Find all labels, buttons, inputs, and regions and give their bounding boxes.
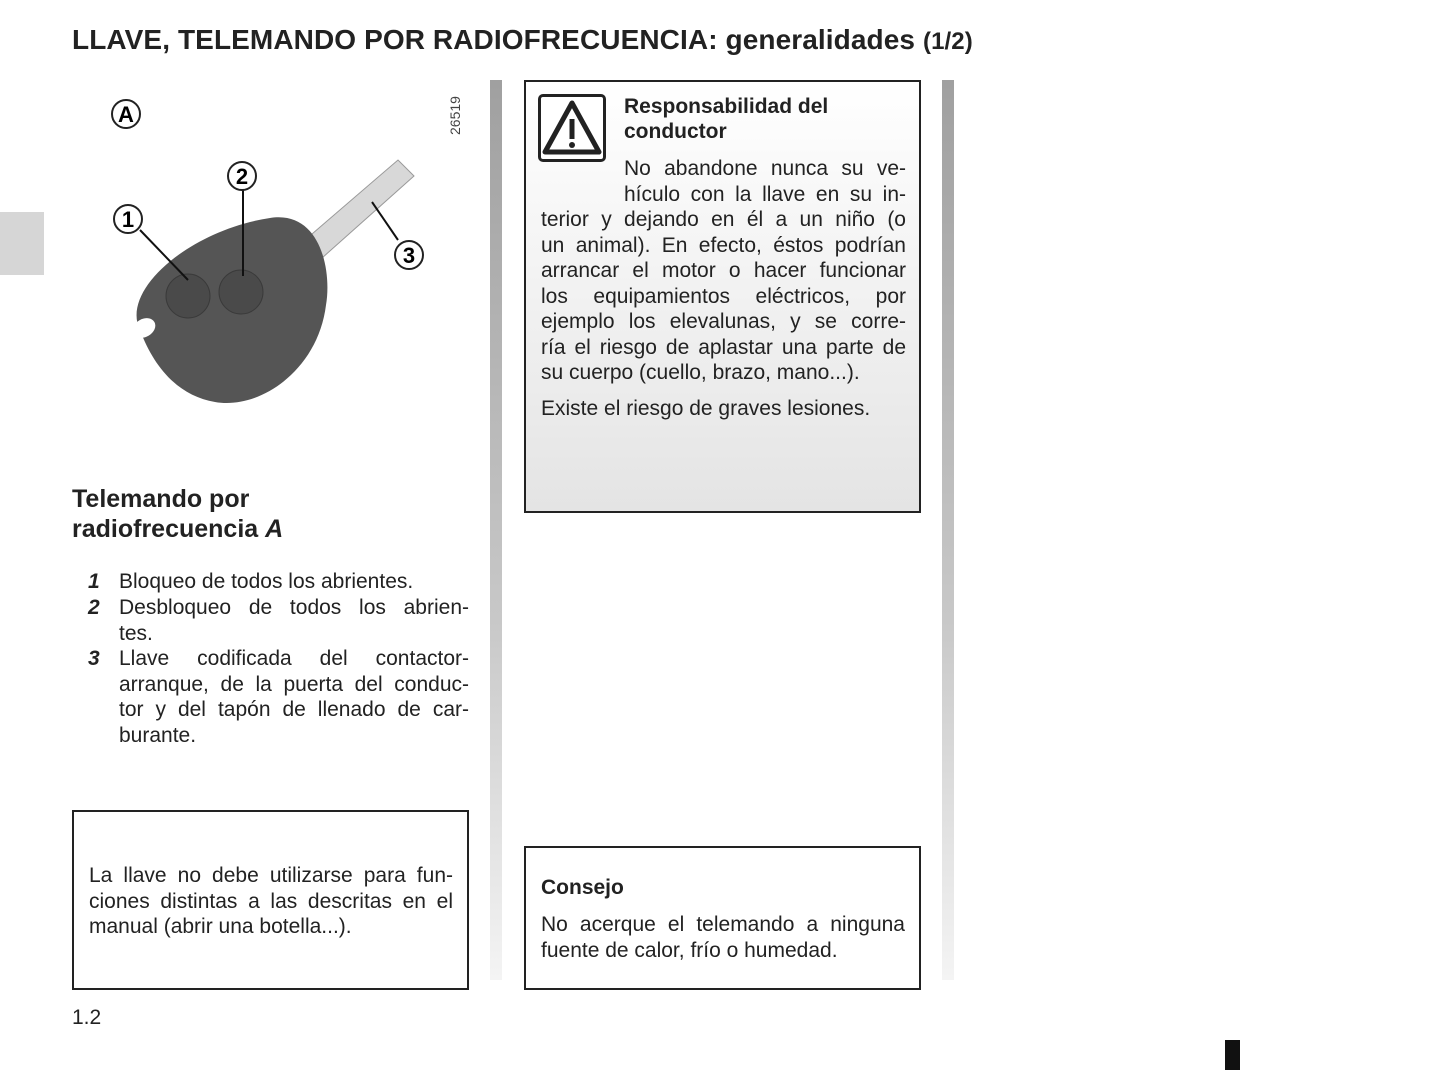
note-line: ciones distintas a las descritas en el bbox=[89, 889, 453, 913]
column-divider bbox=[490, 80, 502, 980]
item-line: Llave codificada del contactor- bbox=[119, 647, 469, 670]
lock-button bbox=[166, 274, 210, 318]
warning-box bbox=[524, 80, 921, 513]
item-line: arranque, de la puerta del conduc- bbox=[119, 672, 469, 696]
title-part: (1/2) bbox=[923, 28, 973, 55]
title-line: Responsabilidad del bbox=[624, 95, 829, 118]
item-number: 3 bbox=[88, 647, 100, 670]
title-main: LLAVE, TELEMANDO POR RADIOFRECUENCIA: generalidades bbox=[72, 24, 916, 55]
callout-1: 1 bbox=[121, 207, 135, 232]
tip-line: fuente de calor, frío o humedad. bbox=[541, 938, 838, 962]
figure-ref: 26519 bbox=[447, 96, 463, 135]
warning-line: arrancar el motor o hacer funcionar bbox=[541, 259, 906, 282]
warning-line: No abandone nunca su ve- bbox=[624, 157, 906, 180]
heading-line: Telemando por bbox=[72, 485, 250, 513]
note-box bbox=[72, 810, 469, 990]
note-line: manual (abrir una botella...). bbox=[89, 915, 352, 938]
warning-triangle-icon bbox=[538, 94, 606, 162]
section-heading bbox=[72, 484, 283, 544]
list-item bbox=[88, 595, 469, 646]
tip-title: Consejo bbox=[541, 876, 624, 899]
heading-var: A bbox=[265, 515, 284, 543]
item-line: Bloqueo de todos los abrientes. bbox=[119, 570, 414, 593]
item-line: burante. bbox=[119, 723, 197, 747]
tip-box bbox=[524, 846, 921, 990]
item-line: tes. bbox=[119, 621, 153, 645]
page-title bbox=[72, 24, 973, 56]
chapter-tab bbox=[0, 212, 44, 275]
warning-line: un animal). En efecto, éstos podrían bbox=[541, 233, 906, 257]
note-line: La llave no debe utilizarse para fun- bbox=[89, 864, 453, 887]
callout-2: 2 bbox=[235, 164, 249, 189]
warning-line: terior y dejando en él a un niño (o bbox=[541, 208, 906, 231]
item-line: Desbloqueo de todos los abrien- bbox=[119, 596, 469, 619]
item-number: 2 bbox=[88, 596, 100, 619]
page-number: 1.2 bbox=[72, 1006, 102, 1029]
warning-line: ría el riesgo de aplastar una parte de bbox=[541, 335, 906, 359]
warning-line: hículo con la llave en su in- bbox=[624, 182, 906, 206]
item-number: 1 bbox=[88, 570, 100, 593]
figure-label: A bbox=[118, 102, 134, 127]
list-item bbox=[88, 569, 469, 595]
warning-line: ejemplo los elevalunas, y se corre- bbox=[541, 310, 906, 333]
title-line: conductor bbox=[624, 120, 727, 143]
heading-line: radiofrecuencia bbox=[72, 515, 259, 543]
warning-line: los equipamientos eléctricos, por bbox=[541, 284, 906, 308]
page-edge-marker bbox=[1225, 1040, 1240, 1070]
list-item bbox=[88, 646, 469, 748]
warning-line: su cuerpo (cuello, brazo, mano...). bbox=[541, 361, 860, 384]
key-fob-illustration bbox=[80, 80, 480, 420]
item-line: tor y del tapón de llenado de car- bbox=[119, 698, 469, 721]
warning-title bbox=[624, 94, 828, 144]
tip-line: No acerque el telemando a ninguna bbox=[541, 913, 905, 936]
callout-3: 3 bbox=[402, 243, 416, 268]
column-divider bbox=[942, 80, 954, 980]
unlock-button bbox=[219, 270, 263, 314]
warning-extra: Existe el riesgo de graves lesiones. bbox=[541, 397, 871, 420]
